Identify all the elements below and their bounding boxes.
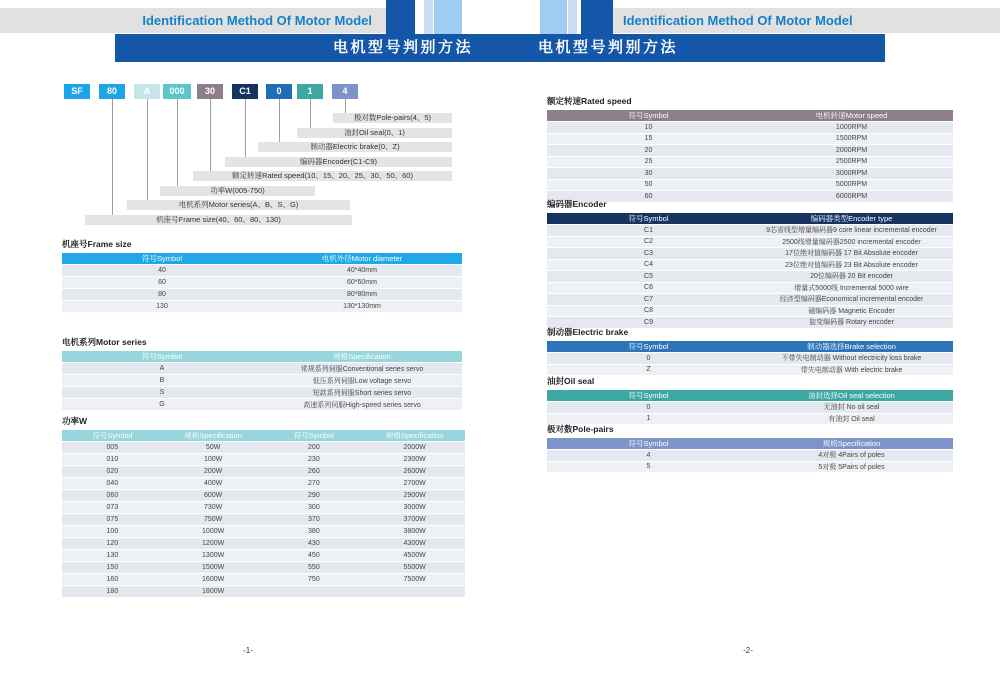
table-header-cell: 符号Symbol [62, 430, 163, 441]
table-cell: 30 [547, 168, 750, 179]
callout-line-pole [345, 99, 346, 113]
table-cell: 0 [547, 353, 750, 364]
table-header-cell: 符号Symbol [547, 341, 750, 352]
model-code-box-4: 4 [332, 84, 358, 99]
table-cell: 380 [264, 526, 365, 537]
table-cell: 4500W [364, 550, 465, 561]
header-accent-dark-left [386, 0, 415, 34]
table-cell: 20位编码器 20 Bit encoder [750, 271, 953, 282]
table-cell: 150 [62, 562, 163, 573]
table-cell: 200 [264, 442, 365, 453]
table-cell: 100W [163, 454, 264, 465]
table-cell: 073 [62, 502, 163, 513]
table-cell: 130 [62, 301, 262, 312]
table-row [62, 526, 465, 537]
page2-header-bar [610, 8, 1000, 33]
table-row [62, 399, 462, 410]
table-cell: 1300W [163, 550, 264, 561]
frame-size-table [62, 252, 462, 313]
table-cell: G [62, 399, 262, 410]
pole-pairs-section [547, 423, 953, 473]
table-header-cell: 规格Specification [262, 351, 462, 362]
table-title: 机座号Frame size [62, 239, 132, 249]
callout-line-speed [210, 99, 211, 171]
table-row [62, 490, 465, 501]
table-cell: 130 [62, 550, 163, 561]
header-accent-dark-right [581, 0, 613, 34]
table-cell: 1000W [163, 526, 264, 537]
table-cell: 磁编码器 Magnetic Encoder [750, 306, 953, 317]
callout-pole-pairs: 极对数Pole-pairs(4、5) [333, 113, 452, 123]
table-row [547, 260, 953, 271]
motor-series-section [62, 336, 462, 411]
table-cell: 1600W [163, 574, 264, 585]
table-cell: 3800W [364, 526, 465, 537]
page2-title-en: Identification Method Of Motor Model [623, 13, 853, 28]
table-cell: 17位绝对值编码器 17 Bit Absolute encoder [750, 248, 953, 259]
table-cell: 60 [62, 277, 262, 288]
table-row [547, 248, 953, 259]
table-header-cell: 编码器类型Encoder type [750, 213, 953, 224]
table-row [62, 442, 465, 453]
table-cell [264, 586, 365, 597]
table-header-cell: 符号Symbol [547, 438, 750, 449]
table-cell: C8 [547, 306, 750, 317]
table-row [547, 450, 953, 461]
table-header-cell: 制动器选择Brake selection [750, 341, 953, 352]
table-row [547, 283, 953, 294]
table-cell: Z [547, 365, 750, 376]
model-code-box-0: 0 [266, 84, 292, 99]
table-cell: 2700W [364, 478, 465, 489]
table-cell: 1500RPM [750, 134, 953, 145]
table-row [62, 538, 465, 549]
table-header-cell: 规格Specification [750, 438, 953, 449]
page2-title-cn: 电机型号判别方法 [538, 39, 679, 56]
table-cell: 550 [264, 562, 365, 573]
table-cell: C6 [547, 283, 750, 294]
page2-number: -2- [743, 646, 753, 655]
callout-rated-speed: 额定转速Rated speed(10、15、20、25、30、50、60) [193, 171, 452, 181]
table-cell: 9芯省线型增量编码器9 core linear incremental encoder [750, 225, 953, 236]
table-title: 功率W [62, 416, 88, 426]
table-row [62, 363, 462, 374]
table-row [62, 574, 465, 585]
model-code-box-1: 1 [297, 84, 323, 99]
table-cell: 100 [62, 526, 163, 537]
oil-seal-section [547, 375, 953, 425]
title-banner [115, 34, 885, 62]
table-cell: 180 [62, 586, 163, 597]
table-cell: 3000W [364, 502, 465, 513]
table-cell: 2300W [364, 454, 465, 465]
table-cell: C1 [547, 225, 750, 236]
table-cell: 50W [163, 442, 264, 453]
table-cell: 5000RPM [750, 180, 953, 191]
table-cell: 3700W [364, 514, 465, 525]
table-cell: 短款系列伺服Short series servo [262, 387, 462, 398]
table-row [547, 353, 953, 364]
table-row [547, 225, 953, 236]
table-title: 额定转速Rated speed [547, 96, 632, 106]
motor-series-table [62, 350, 462, 411]
table-cell: 1500W [163, 562, 264, 573]
electric-brake-section [547, 326, 953, 376]
table-cell: 4对极 4Pairs of poles [750, 450, 953, 461]
table-title: 油封Oil seal [547, 376, 595, 386]
table-cell: 低压系列伺服Low voltage servo [262, 375, 462, 386]
table-cell: A [62, 363, 262, 374]
table-cell: 不带失电制动器 Without electricity loss brake [750, 353, 953, 364]
table-cell: 230 [264, 454, 365, 465]
table-row [547, 365, 953, 376]
table-cell: 200W [163, 466, 264, 477]
table-header-cell: 规格Specification [163, 430, 264, 441]
model-code-box-000: 000 [163, 84, 191, 99]
table-row [62, 375, 462, 386]
table-row [547, 462, 953, 473]
table-row [547, 157, 953, 168]
table-row [62, 562, 465, 573]
table-cell: 040 [62, 478, 163, 489]
page1-title-en: Identification Method Of Motor Model [142, 13, 372, 28]
table-header-cell: 符号Symbol [62, 351, 262, 362]
table-cell: 经济型编码器Economical incremental encoder [750, 294, 953, 305]
table-title: 制动器Electric brake [547, 327, 629, 337]
table-cell: 40*40mm [262, 265, 462, 276]
table-cell: 无油封 No oil seal [750, 402, 953, 413]
encoder-table [547, 212, 953, 329]
oil-seal-table [547, 389, 953, 425]
table-cell: 25 [547, 157, 750, 168]
table-header-cell: 符号Symbol [264, 430, 365, 441]
table-row [547, 271, 953, 282]
table-cell: 270 [264, 478, 365, 489]
table-cell: 730W [163, 502, 264, 513]
table-row [547, 122, 953, 133]
table-cell: 带失电制动器 With electric brake [750, 365, 953, 376]
rated-speed-table [547, 109, 953, 203]
encoder-section [547, 198, 953, 329]
table-cell: 2000RPM [750, 145, 953, 156]
table-cell: C5 [547, 271, 750, 282]
table-cell: 5500W [364, 562, 465, 573]
table-row [62, 466, 465, 477]
table-cell: 2500线增量编码器2500 incremental encoder [750, 237, 953, 248]
model-code-box-a: A [134, 84, 160, 99]
table-cell: 450 [264, 550, 365, 561]
table-cell: 1 [547, 414, 750, 425]
model-code-box-sf: SF [64, 84, 90, 99]
table-header-cell: 符号Symbol [547, 110, 750, 121]
table-cell: 4300W [364, 538, 465, 549]
table-row [62, 265, 462, 276]
table-cell: 80 [62, 289, 262, 300]
table-cell: 10 [547, 122, 750, 133]
table-row [62, 289, 462, 300]
callout-line-series [147, 99, 148, 200]
table-cell: 2500RPM [750, 157, 953, 168]
table-row [62, 586, 465, 597]
callout-encoder: 编码器Encoder(C1-C9) [225, 157, 452, 167]
table-title: 电机系列Motor series [62, 337, 147, 347]
table-cell: 600W [163, 490, 264, 501]
table-cell: 常规系列伺服Conventional series servo [262, 363, 462, 374]
table-row [62, 514, 465, 525]
table-cell: 750 [264, 574, 365, 585]
callout-line-frame [112, 99, 113, 215]
table-cell: C2 [547, 237, 750, 248]
page1-number: -1- [243, 646, 253, 655]
header-accent-pale-left [424, 0, 433, 34]
table-title: 编码器Encoder [547, 199, 607, 209]
table-cell: 2600W [364, 466, 465, 477]
table-cell: 7500W [364, 574, 465, 585]
table-cell: 60*60mm [262, 277, 462, 288]
table-row [547, 134, 953, 145]
table-cell: 290 [264, 490, 365, 501]
table-header-cell: 符号Symbol [547, 390, 750, 401]
table-cell: 260 [264, 466, 365, 477]
table-row [547, 237, 953, 248]
table-cell: 5对极 5Pairs of poles [750, 462, 953, 473]
table-cell: 2000W [364, 442, 465, 453]
table-cell [364, 586, 465, 597]
header-accent-light-right [540, 0, 567, 34]
table-cell: 6000RPM [750, 191, 953, 202]
table-cell: C9 [547, 317, 750, 328]
table-row [547, 294, 953, 305]
table-cell: 旋变编码器 Rotary encoder [750, 317, 953, 328]
table-row [547, 306, 953, 317]
model-code-box-80: 80 [99, 84, 125, 99]
callout-line-brake [279, 99, 280, 142]
table-row [62, 550, 465, 561]
table-title: 极对数Pole-pairs [547, 424, 614, 434]
table-row [547, 180, 953, 191]
power-table [62, 429, 465, 598]
table-cell: 60 [547, 191, 750, 202]
callout-motor-series: 电机系列Motor series(A、B、S、G) [127, 200, 350, 210]
table-row [62, 478, 465, 489]
table-cell: 有油封 Oil seal [750, 414, 953, 425]
table-cell: 020 [62, 466, 163, 477]
header-accent-light-left [434, 0, 462, 34]
table-row [547, 145, 953, 156]
table-row [62, 502, 465, 513]
table-cell: 50 [547, 180, 750, 191]
table-cell: B [62, 375, 262, 386]
table-header-cell: 规格Specification [364, 430, 465, 441]
table-header-cell: 符号Symbol [62, 253, 262, 264]
table-cell: 300 [264, 502, 365, 513]
model-code-box-30: 30 [197, 84, 223, 99]
power-section [62, 415, 465, 598]
frame-size-section [62, 238, 462, 313]
table-row [547, 168, 953, 179]
table-cell: 750W [163, 514, 264, 525]
table-cell: 160 [62, 574, 163, 585]
table-cell: 120 [62, 538, 163, 549]
callout-line-power [177, 99, 178, 186]
callout-oil-seal: 油封Oil seal(0、1) [297, 128, 452, 138]
electric-brake-table [547, 340, 953, 376]
table-cell: 增量式5000线 Incremental 5000 wire [750, 283, 953, 294]
table-cell: 4 [547, 450, 750, 461]
table-cell: 1000RPM [750, 122, 953, 133]
table-cell: 2900W [364, 490, 465, 501]
callout-line-encoder [245, 99, 246, 157]
table-row [62, 387, 462, 398]
table-cell: 130*130mm [262, 301, 462, 312]
table-cell: 430 [264, 538, 365, 549]
table-cell: 1800W [163, 586, 264, 597]
callout-line-oil [310, 99, 311, 128]
pole-pairs-table [547, 437, 953, 473]
table-cell: 005 [62, 442, 163, 453]
model-code-box-c1: C1 [232, 84, 258, 99]
table-cell: 23位绝对值编码器 23 Bit Absolute encoder [750, 260, 953, 271]
table-header-cell: 油封选择Oil seal selection [750, 390, 953, 401]
table-cell: 3000RPM [750, 168, 953, 179]
table-row [62, 301, 462, 312]
table-header-cell: 电机转速Motor speed [750, 110, 953, 121]
page1-header-bar [0, 8, 390, 33]
table-header-cell: 符号Symbol [547, 213, 750, 224]
table-cell: 075 [62, 514, 163, 525]
header-accent-pale-right [568, 0, 577, 34]
table-cell: 370 [264, 514, 365, 525]
rated-speed-section [547, 95, 953, 203]
table-cell: C4 [547, 260, 750, 271]
table-cell: 0 [547, 402, 750, 413]
table-cell: C7 [547, 294, 750, 305]
table-header-cell: 电机外径Motor diameter [262, 253, 462, 264]
callout-power: 功率W(005-750) [160, 186, 315, 196]
table-cell: 400W [163, 478, 264, 489]
callout-brake: 制动器Electric brake(0、Z) [258, 142, 452, 152]
table-cell: 1200W [163, 538, 264, 549]
table-cell: 80*80mm [262, 289, 462, 300]
table-cell: C3 [547, 248, 750, 259]
table-cell: S [62, 387, 262, 398]
table-cell: 010 [62, 454, 163, 465]
table-cell: 20 [547, 145, 750, 156]
table-row [547, 402, 953, 413]
page1-title-cn: 电机型号判别方法 [333, 39, 474, 56]
table-cell: 5 [547, 462, 750, 473]
table-cell: 060 [62, 490, 163, 501]
callout-frame-size: 机座号Frame size(40、60、80、130) [85, 215, 352, 225]
table-cell: 高速系列伺服High-speed series servo [262, 399, 462, 410]
table-row [62, 277, 462, 288]
table-row [62, 454, 465, 465]
table-cell: 15 [547, 134, 750, 145]
table-cell: 40 [62, 265, 262, 276]
